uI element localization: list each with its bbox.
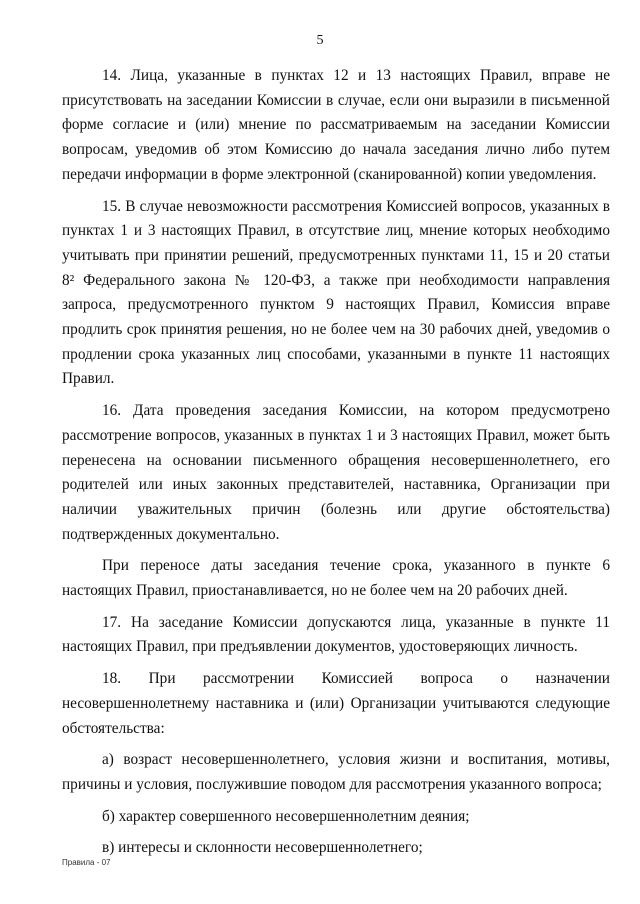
document-body: [62, 64, 610, 861]
footer-label: Правила - 07: [62, 858, 111, 867]
paragraph-16: 16. Дата проведения заседания Комиссии, на котором предусмотрено рассмотрение вопросов, указанных в пунктах 1 и 3 настоящих Правил, может быть перенесена на основании письменного обращения несовершеннолетнего, его родителей или иных законных представителей, наставника, Организации при наличии уважительных причин (болезнь или другие обстоятельства) подтвержденных документально.: [62, 402, 610, 543]
list-item-c: в) интересы и склонности несовершеннолетнего;: [102, 839, 423, 857]
paragraph-14: 14. Лица, указанные в пунктах 12 и 13 настоящих Правил, вправе не присутствовать на заседании Комиссии в случае, если они выразили в письменной форме согласие и (или) мнение по рассматриваемым на заседании Комиссии вопросам, уведомив об этом Комиссию до начала заседания лично либо путем передачи информации в форме электронной (сканированной) копии уведомления.: [62, 67, 610, 183]
list-item-a: а) возраст несовершеннолетнего, условия жизни и воспитания, мотивы, причины и условия, послужившие поводом для рассмотрения указанного вопроса;: [62, 751, 610, 793]
paragraph-16-continued: При переносе даты заседания течение срока, указанного в пункте 6 настоящих Правил, приостанавливается, но не более чем на 20 рабочих дней.: [62, 557, 610, 600]
paragraph-17: 17. На заседание Комиссии допускаются лица, указанные в пункте 11 настоящих Правил, при предъявлении документов, удостоверяющих личность.: [62, 613, 610, 656]
page-number: 5: [316, 33, 324, 48]
list-item-b: б) характер совершенного несовершеннолетним деяния;: [102, 807, 470, 825]
paragraph-15: 15. В случае невозможности рассмотрения Комиссией вопросов, указанных в пунктах 1 и 3 настоящих Правил, в отсутствие лиц, мнение которых необходимо учитывать при принятии решений, предусмотренных пунктами 11, 15 и 20 статьи 8² Федерального закона № 120-ФЗ, а также при необходимости направления запроса, предусмотренного пунктом 9 настоящих Правил, Комиссия вправе продлить срок принятия решения, но не более чем на 30 рабочих дней, уведомив о продлении срока указанных лиц способами, указанными в пункте 11 настоящих Правил.: [62, 197, 610, 388]
paragraph-18: 18. При рассмотрении Комиссией вопроса о назначении несовершеннолетнему наставника и (или) Организации учитываются следующие обстоятельства:: [62, 670, 610, 737]
